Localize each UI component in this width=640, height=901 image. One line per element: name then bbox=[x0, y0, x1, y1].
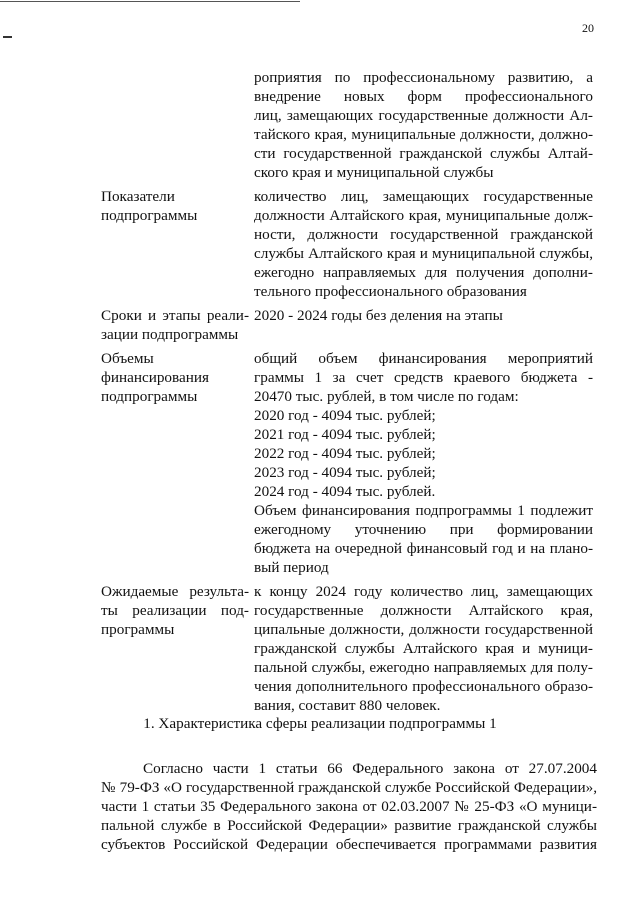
funding-value-line: бюджета на очередной финансовый год и на плано- bbox=[254, 540, 593, 557]
funding-year-line: 2021 год - 4094 тыс. рублей; bbox=[254, 426, 436, 443]
passport-intro-line: роприятия по профессиональному развитию, а bbox=[254, 69, 593, 86]
results-value-line: к концу 2024 году количество лиц, замещающих bbox=[254, 583, 593, 600]
section-heading: 1. Характеристика сферы реализации подпрограммы 1 bbox=[143, 715, 497, 732]
body-line: субъектов Российской Федерации обеспечивается программами развития bbox=[101, 836, 597, 853]
indicators-value-line: ежегодно направляемых для получения дополни- bbox=[254, 264, 593, 281]
terms-label: зации подпрограммы bbox=[101, 326, 239, 343]
top-rule bbox=[0, 1, 300, 2]
indicators-value-line: количество лиц, замещающих государственные bbox=[254, 188, 593, 205]
indicators-value-line: ности, должности государственной гражданской bbox=[254, 226, 593, 243]
results-label: ты реализации под- bbox=[101, 602, 249, 619]
body-line: пальной службе в Российской Федерации» развитие гражданской службы bbox=[101, 817, 597, 834]
indicators-value-line: тельного профессионального образования bbox=[254, 283, 527, 300]
results-label: программы bbox=[101, 621, 175, 638]
funding-value-line: вый период bbox=[254, 559, 329, 576]
body-line: Согласно части 1 статьи 66 Федерального закона от 27.07.2004 bbox=[143, 760, 597, 777]
funding-label: подпрограммы bbox=[101, 388, 198, 405]
passport-intro-line: тайского края, муниципальные должности, должно- bbox=[254, 126, 593, 143]
indicators-label: подпрограммы bbox=[101, 207, 198, 224]
terms-value-line: 2020 - 2024 годы без деления на этапы bbox=[254, 307, 503, 324]
results-value-line: пальной службы, ежегодно направляемых для полу- bbox=[254, 659, 593, 676]
indicators-value-line: службы Алтайского края и муниципальной службы, bbox=[254, 245, 593, 262]
funding-value-line: Объем финансирования подпрограммы 1 подлежит bbox=[254, 502, 593, 519]
funding-year-line: 2020 год - 4094 тыс. рублей; bbox=[254, 407, 436, 424]
funding-year-line: 2022 год - 4094 тыс. рублей; bbox=[254, 445, 436, 462]
results-value-line: вания, составит 880 человек. bbox=[254, 697, 441, 714]
funding-value-line: общий объем финансирования мероприятий bbox=[254, 350, 593, 367]
body-line: № 79-ФЗ «О государственной гражданской службе Российской Федерации», bbox=[101, 779, 597, 796]
results-value-line: чения дополнительного профессионального образо- bbox=[254, 678, 593, 695]
margin-mark bbox=[3, 36, 12, 38]
terms-label: Сроки и этапы реали- bbox=[101, 307, 249, 324]
funding-year-line: 2024 год - 4094 тыс. рублей. bbox=[254, 483, 436, 500]
results-value-line: государственные должности Алтайского края, bbox=[254, 602, 593, 619]
results-value-line: гражданской службы Алтайского края и муници- bbox=[254, 640, 593, 657]
indicators-value-line: должности Алтайского края, муниципальные долж- bbox=[254, 207, 593, 224]
funding-value-line: 20470 тыс. рублей, в том числе по годам: bbox=[254, 388, 519, 405]
passport-intro-line: внедрение новых форм профессионального bbox=[254, 88, 593, 105]
passport-intro-line: ского края и муниципальной службы bbox=[254, 164, 494, 181]
page-number: 20 bbox=[582, 21, 594, 35]
funding-value-line: ежегодному уточнению при формировании bbox=[254, 521, 593, 538]
funding-year-line: 2023 год - 4094 тыс. рублей; bbox=[254, 464, 436, 481]
funding-label: Объемы bbox=[101, 350, 154, 367]
results-value-line: ципальные должности, должности государственной bbox=[254, 621, 593, 638]
passport-intro-line: лиц, замещающих государственные должности Ал- bbox=[254, 107, 593, 124]
body-line: части 1 статьи 35 Федерального закона от 02.03.2007 № 25-ФЗ «О муници- bbox=[101, 798, 597, 815]
funding-value-line: граммы 1 за счет средств краевого бюджета - bbox=[254, 369, 593, 386]
passport-intro-line: сти государственной гражданской службы Алтай- bbox=[254, 145, 593, 162]
results-label: Ожидаемые результа- bbox=[101, 583, 249, 600]
indicators-label: Показатели bbox=[101, 188, 175, 205]
funding-label: финансирования bbox=[101, 369, 209, 386]
